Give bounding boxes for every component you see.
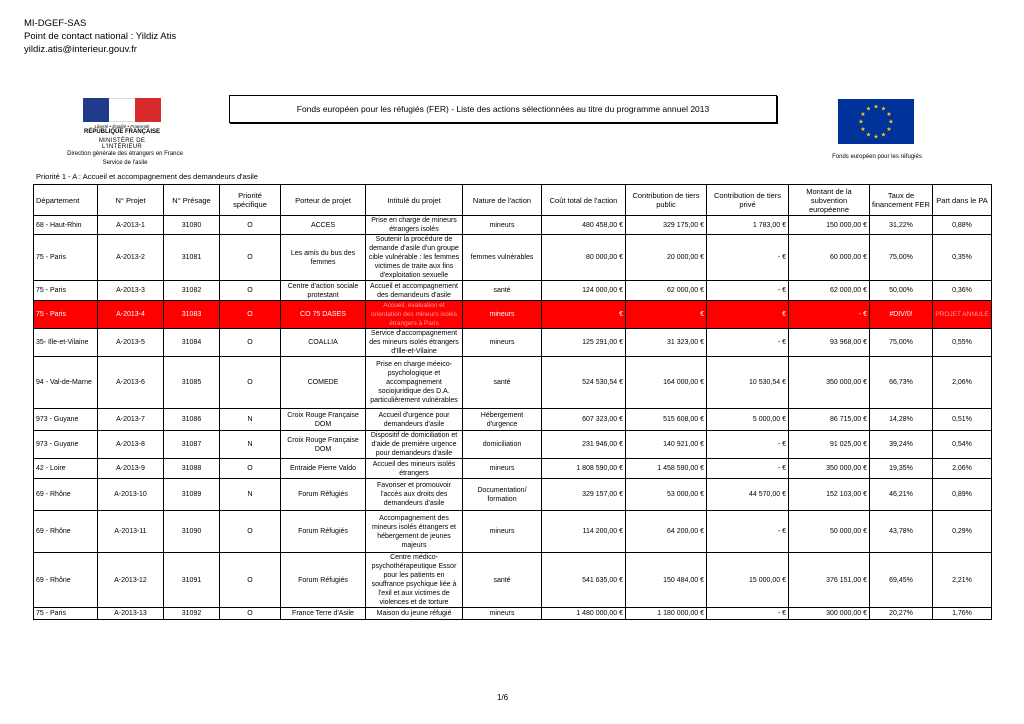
cell-montant: 91 025,00 €	[789, 431, 870, 459]
eu-star-icon: ★	[888, 118, 894, 126]
cell-porteur: COALLIA	[281, 329, 366, 357]
cell-porteur: ACCES	[281, 216, 366, 235]
cell-pres: 31085	[164, 357, 220, 409]
cell-public: €	[626, 301, 707, 329]
cell-intitule: Prise en charge de mineurs étrangers isolés	[366, 216, 463, 235]
cell-prio: O	[220, 357, 281, 409]
cell-porteur: Forum Réfugiés	[281, 511, 366, 553]
cell-cout: 114 200,00 €	[542, 511, 626, 553]
cell-intitule: Accueil, évaluation et orientation des mineurs isolés étrangers à Paris	[366, 301, 463, 329]
table-row	[34, 235, 992, 281]
cell-cout: 1 808 590,00 €	[542, 459, 626, 479]
cell-porteur: Forum Réfugiés	[281, 553, 366, 608]
direction-name: Direction générale des étrangers en France	[67, 151, 183, 157]
cell-nature: mineurs	[463, 608, 542, 620]
cell-taux: 50,00%	[870, 281, 933, 301]
table-row	[34, 608, 992, 620]
cell-cout: €	[542, 301, 626, 329]
table-row	[34, 301, 992, 329]
cell-public: 150 484,00 €	[626, 553, 707, 608]
cell-public: 164 000,00 €	[626, 357, 707, 409]
eu-star-icon: ★	[886, 111, 892, 118]
eu-star-icon: ★	[873, 103, 879, 111]
cell-prive: €	[707, 301, 789, 329]
cell-intitule: Soutenir la procédure de demande d'asile d'un groupe cible vulnérable : les femmes victimes de traite aux fins d'exploitation sexuelle	[366, 235, 463, 281]
cell-proj: A-2013-11	[98, 511, 164, 553]
eu-star-icon: ★	[886, 126, 892, 133]
eu-star-icon: ★	[860, 111, 866, 118]
cell-taux: 75,00%	[870, 235, 933, 281]
ministere-label: MINISTÈRE DE L'INTÉRIEUR	[98, 138, 146, 150]
eu-star-icon: ★	[865, 131, 872, 139]
cell-dep: 75 - Paris	[34, 281, 98, 301]
cell-pres: 31080	[164, 216, 220, 235]
eu-fund-label: Fonds européen pour les réfugiés	[832, 154, 922, 160]
cell-prio: N	[220, 479, 281, 511]
motto: Liberté • Égalité • Fraternité	[94, 124, 150, 129]
cell-prive: - €	[707, 511, 789, 553]
cell-taux: 19,35%	[870, 459, 933, 479]
cell-part: 1,76%	[933, 608, 992, 620]
cell-prio: N	[220, 409, 281, 431]
cell-proj: A-2013-12	[98, 553, 164, 608]
cell-taux: 14,28%	[870, 409, 933, 431]
eu-star-icon: ★	[860, 126, 866, 133]
cell-proj: A-2013-7	[98, 409, 164, 431]
cell-proj: A-2013-2	[98, 235, 164, 281]
cell-dep: 75 - Paris	[34, 235, 98, 281]
cell-prive: 15 000,00 €	[707, 553, 789, 608]
cell-cout: 607 323,00 €	[542, 409, 626, 431]
cell-prive: 1 783,00 €	[707, 216, 789, 235]
cell-intitule: Accompagnement des mineurs isolés étrangers et hébergement de jeunes majeurs	[366, 511, 463, 553]
cell-dep: 75 - Paris	[34, 608, 98, 620]
cell-prio: O	[220, 459, 281, 479]
contact-email[interactable]: yildiz.atis@interieur.gouv.fr	[24, 44, 137, 55]
table-header-row	[34, 185, 992, 216]
cell-part: 0,55%	[933, 329, 992, 357]
cell-intitule: Centre médico-psychothérapeutique Essor pour les patients en souffrance psychique liée à l'exil et aux victimes de violences et de torture	[366, 553, 463, 608]
cell-cout: 231 946,00 €	[542, 431, 626, 459]
cell-taux: 20,27%	[870, 608, 933, 620]
cell-cout: 480 458,00 €	[542, 216, 626, 235]
cell-cout: 1 480 000,00 €	[542, 608, 626, 620]
cell-public: 53 000,00 €	[626, 479, 707, 511]
cell-intitule: Accueil et accompagnement des demandeurs d'asile	[366, 281, 463, 301]
cell-dep: 973 - Guyane	[34, 431, 98, 459]
column-header: Contribution de tiers public	[626, 185, 707, 216]
table-row	[34, 459, 992, 479]
cell-prive: 10 530,54 €	[707, 357, 789, 409]
cell-pres: 31084	[164, 329, 220, 357]
eu-star-icon: ★	[858, 118, 864, 126]
cell-taux: 75,00%	[870, 329, 933, 357]
column-header: Priorité spécifique	[220, 185, 281, 216]
ministry-logo	[83, 98, 161, 150]
cell-intitule: Accueil d'urgence pour demandeurs d'asile	[366, 409, 463, 431]
cell-montant: 152 103,00 €	[789, 479, 870, 511]
cell-nature: mineurs	[463, 511, 542, 553]
cell-dep: 35- Ille-et-Vilaine	[34, 329, 98, 357]
cell-montant: 86 715,00 €	[789, 409, 870, 431]
cell-part: 2,06%	[933, 459, 992, 479]
cell-part: 2,06%	[933, 357, 992, 409]
cell-proj: A-2013-4	[98, 301, 164, 329]
cell-public: 31 323,00 €	[626, 329, 707, 357]
cell-nature: santé	[463, 281, 542, 301]
cell-proj: A-2013-8	[98, 431, 164, 459]
republique-label: RÉPUBLIQUE FRANÇAISE	[83, 129, 160, 135]
cell-part: 0,51%	[933, 409, 992, 431]
cell-part: 0,36%	[933, 281, 992, 301]
cell-prive: - €	[707, 329, 789, 357]
cell-cout: 124 000,00 €	[542, 281, 626, 301]
cell-prive: - €	[707, 459, 789, 479]
cell-prio: O	[220, 281, 281, 301]
cell-prive: 5 000,00 €	[707, 409, 789, 431]
document-title: Fonds européen pour les réfugiés (FER) - Liste des actions sélectionnées au titre du programme annuel 2013	[229, 95, 777, 123]
cell-porteur: France Terre d'Asile	[281, 608, 366, 620]
column-header: Part dans le PA	[933, 185, 992, 216]
cell-pres: 31081	[164, 235, 220, 281]
cell-intitule: Accueil des mineurs isolés étrangers	[366, 459, 463, 479]
cell-prio: O	[220, 216, 281, 235]
table-row	[34, 553, 992, 608]
table-row	[34, 409, 992, 431]
priority-heading: Priorité 1 - A : Accueil et accompagnement des demandeurs d'asile	[36, 172, 258, 181]
cell-dep: 69 - Rhône	[34, 511, 98, 553]
cell-montant: 60 000,00 €	[789, 235, 870, 281]
cell-dep: 68 - Haut-Rhin	[34, 216, 98, 235]
cell-porteur: COMEDE	[281, 357, 366, 409]
cell-proj: A-2013-13	[98, 608, 164, 620]
cell-taux: 66,73%	[870, 357, 933, 409]
table-row	[34, 511, 992, 553]
eu-star-icon: ★	[865, 105, 872, 113]
cell-pres: 31086	[164, 409, 220, 431]
column-header: Taux de financement FER	[870, 185, 933, 216]
cell-prio: O	[220, 608, 281, 620]
cell-pres: 31092	[164, 608, 220, 620]
cell-public: 329 175,00 €	[626, 216, 707, 235]
cell-dep: 94 - Val-de-Marne	[34, 357, 98, 409]
cell-montant: - €	[789, 301, 870, 329]
cell-pres: 31088	[164, 459, 220, 479]
cell-prive: - €	[707, 281, 789, 301]
column-header: N° Présage	[164, 185, 220, 216]
cell-taux: 69,45%	[870, 553, 933, 608]
column-header: Montant de la subvention européenne	[789, 185, 870, 216]
column-header: Coût total de l'action	[542, 185, 626, 216]
cell-part: 0,89%	[933, 479, 992, 511]
cell-montant: 300 000,00 €	[789, 608, 870, 620]
cell-proj: A-2013-10	[98, 479, 164, 511]
cell-part: 0,54%	[933, 431, 992, 459]
cell-montant: 376 151,00 €	[789, 553, 870, 608]
cell-cout: 125 291,00 €	[542, 329, 626, 357]
table-row	[34, 357, 992, 409]
cell-prive: - €	[707, 235, 789, 281]
cell-pres: 31091	[164, 553, 220, 608]
cell-part: 0,35%	[933, 235, 992, 281]
cell-porteur: Entraide Pierre Valdo	[281, 459, 366, 479]
cell-prio: O	[220, 511, 281, 553]
cell-prio: O	[220, 553, 281, 608]
cell-montant: 62 000,00 €	[789, 281, 870, 301]
cell-montant: 350 000,00 €	[789, 459, 870, 479]
cell-taux: #DIV/0!	[870, 301, 933, 329]
cell-cout: 329 157,00 €	[542, 479, 626, 511]
cell-public: 62 000,00 €	[626, 281, 707, 301]
cell-montant: 150 000,00 €	[789, 216, 870, 235]
cell-intitule: Dispositif de domiciliation et d'aide de première urgence pour demandeurs d'asile	[366, 431, 463, 459]
column-header: Intitulé du projet	[366, 185, 463, 216]
table-row	[34, 329, 992, 357]
cell-prio: O	[220, 301, 281, 329]
cell-part: 2,21%	[933, 553, 992, 608]
table-row	[34, 479, 992, 511]
cell-pres: 31083	[164, 301, 220, 329]
cell-proj: A-2013-3	[98, 281, 164, 301]
cell-dep: 69 - Rhône	[34, 479, 98, 511]
table-row	[34, 431, 992, 459]
column-header: Nature de l'action	[463, 185, 542, 216]
service-name: Service de l'asile	[102, 160, 148, 166]
cell-proj: A-2013-5	[98, 329, 164, 357]
cell-nature: Documentation/ formation	[463, 479, 542, 511]
cell-nature: mineurs	[463, 329, 542, 357]
cell-montant: 50 000,00 €	[789, 511, 870, 553]
table-row	[34, 281, 992, 301]
org-code: MI-DGEF-SAS	[24, 18, 87, 29]
cell-nature: mineurs	[463, 301, 542, 329]
cell-proj: A-2013-9	[98, 459, 164, 479]
column-header: N° Projet	[98, 185, 164, 216]
column-header: Département	[34, 185, 98, 216]
cell-taux: 31,22%	[870, 216, 933, 235]
marianne-flag-icon	[83, 98, 161, 122]
cell-dep: 42 - Loire	[34, 459, 98, 479]
eu-star-icon: ★	[880, 105, 887, 113]
cell-prio: O	[220, 329, 281, 357]
cell-public: 1 180 000,00 €	[626, 608, 707, 620]
cell-prive: - €	[707, 431, 789, 459]
cell-prio: N	[220, 431, 281, 459]
cell-part: PROJET ANNULE	[933, 301, 992, 329]
cell-public: 64 200,00 €	[626, 511, 707, 553]
cell-montant: 93 968,00 €	[789, 329, 870, 357]
cell-prio: O	[220, 235, 281, 281]
cell-dep: 75 - Paris	[34, 301, 98, 329]
column-header: Contribution de tiers privé	[707, 185, 789, 216]
cell-porteur: Croix Rouge Française DOM	[281, 431, 366, 459]
cell-nature: mineurs	[463, 216, 542, 235]
cell-proj: A-2013-1	[98, 216, 164, 235]
contact-header	[24, 17, 176, 56]
cell-dep: 973 - Guyane	[34, 409, 98, 431]
actions-table	[33, 184, 992, 620]
cell-montant: 350 000,00 €	[789, 357, 870, 409]
cell-public: 20 000,00 €	[626, 235, 707, 281]
cell-taux: 43,78%	[870, 511, 933, 553]
cell-intitule: Maison du jeune réfugié	[366, 608, 463, 620]
direction-label	[55, 150, 195, 168]
cell-nature: Hébergement d'urgence	[463, 409, 542, 431]
eu-flag-icon	[838, 99, 914, 144]
cell-porteur: CO 75 DASES	[281, 301, 366, 329]
cell-public: 1 458 590,00 €	[626, 459, 707, 479]
cell-dep: 69 - Rhône	[34, 553, 98, 608]
column-header: Porteur de projet	[281, 185, 366, 216]
cell-nature: domiciliation	[463, 431, 542, 459]
cell-intitule: Service d'accompagnement des mineurs isolés étrangers d'Ille-et-Vilaine	[366, 329, 463, 357]
cell-porteur: Centre d'action sociale protestant	[281, 281, 366, 301]
cell-part: 0,29%	[933, 511, 992, 553]
table-row	[34, 216, 992, 235]
cell-nature: femmes vulnérables	[463, 235, 542, 281]
cell-pres: 31090	[164, 511, 220, 553]
cell-public: 515 608,00 €	[626, 409, 707, 431]
cell-porteur: Forum Réfugiés	[281, 479, 366, 511]
cell-porteur: Croix Rouge Française DOM	[281, 409, 366, 431]
cell-proj: A-2013-6	[98, 357, 164, 409]
cell-cout: 541 635,00 €	[542, 553, 626, 608]
cell-cout: 524 530,54 €	[542, 357, 626, 409]
cell-porteur: Les amis du bus des femmes	[281, 235, 366, 281]
cell-prive: 44 570,00 €	[707, 479, 789, 511]
eu-star-icon: ★	[873, 133, 879, 141]
cell-cout: 80 000,00 €	[542, 235, 626, 281]
page-number: 1/6	[497, 693, 509, 702]
cell-taux: 46,21%	[870, 479, 933, 511]
eu-star-icon: ★	[880, 131, 887, 139]
cell-part: 0,88%	[933, 216, 992, 235]
cell-nature: santé	[463, 357, 542, 409]
cell-nature: santé	[463, 553, 542, 608]
cell-intitule: Prise en charge méeico-psychologique et accompagnement sociojuridique des D.A. particulièrement vulnérables	[366, 357, 463, 409]
contact-name: Point de contact national : Yildiz Atis	[24, 31, 177, 42]
cell-pres: 31087	[164, 431, 220, 459]
cell-taux: 39,24%	[870, 431, 933, 459]
cell-nature: mineurs	[463, 459, 542, 479]
cell-pres: 31082	[164, 281, 220, 301]
cell-public: 140 921,00 €	[626, 431, 707, 459]
cell-pres: 31089	[164, 479, 220, 511]
cell-intitule: Favoriser et promouvoir l'accès aux droits des demandeurs d'asile	[366, 479, 463, 511]
cell-prive: - €	[707, 608, 789, 620]
